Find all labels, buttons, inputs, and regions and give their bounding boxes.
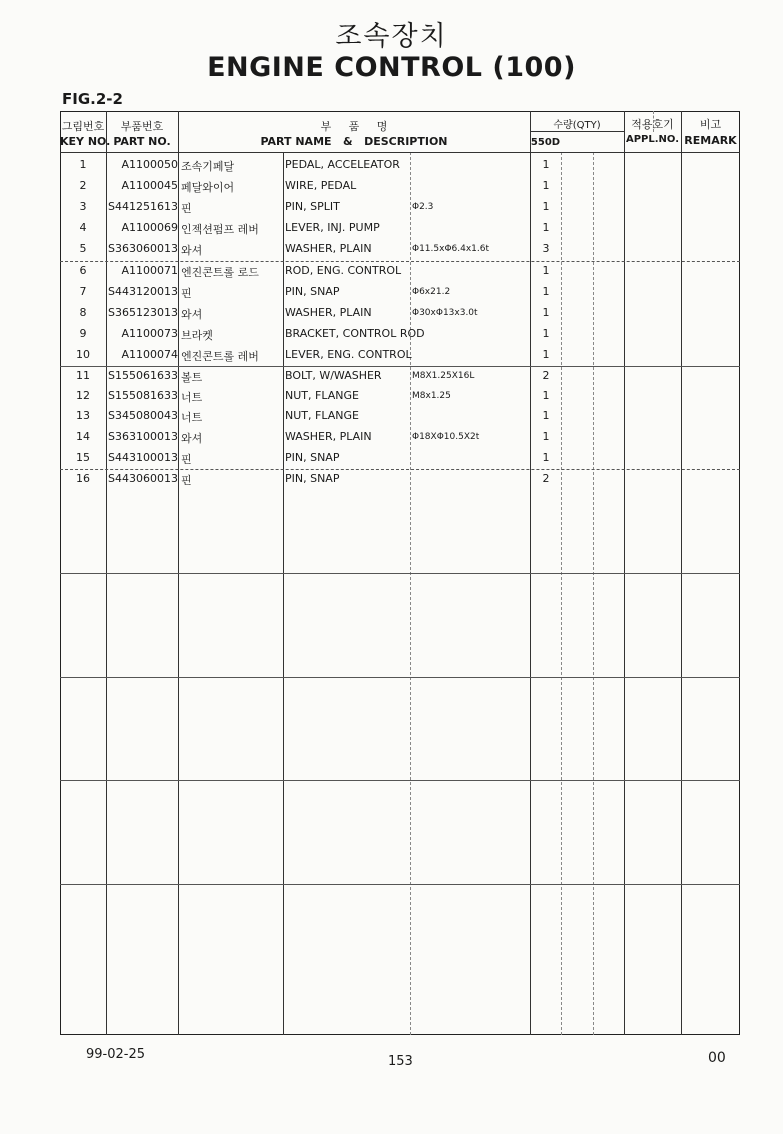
part-key: 13	[76, 409, 90, 422]
part-name-korean: 핀	[181, 287, 192, 300]
part-number: A1100050	[121, 158, 178, 171]
header-qty-model: 550D	[530, 137, 561, 148]
part-name: BRACKET, CONTROL ROD	[285, 327, 425, 340]
part-number: S345080043	[108, 409, 178, 422]
table-row	[60, 469, 740, 490]
part-number: S443060013	[108, 472, 178, 485]
part-name-korean: 페달와이어	[181, 181, 235, 194]
part-number: S443100013	[108, 451, 178, 464]
part-name: WASHER, PLAIN	[285, 242, 372, 255]
part-number: S441251613	[108, 200, 178, 213]
part-key: 3	[79, 200, 87, 213]
part-quantity: 1	[542, 348, 550, 361]
table-row	[60, 324, 740, 345]
part-name-korean: 너트	[181, 391, 203, 404]
table-row	[60, 303, 740, 324]
part-description: Φ6x21.2	[412, 287, 451, 297]
part-name: LEVER, INJ. PUMP	[285, 221, 380, 234]
part-name: WASHER, PLAIN	[285, 430, 372, 443]
part-key: 9	[79, 327, 87, 340]
figure-label: FIG.2-2	[62, 90, 123, 108]
part-name-korean: 엔진콘트롤 로드	[181, 266, 259, 279]
part-key: 7	[79, 285, 87, 298]
part-quantity: 1	[542, 430, 550, 443]
header-qty: 수량(QTY)	[553, 120, 601, 131]
table-row	[60, 386, 740, 407]
section-separator	[60, 573, 740, 574]
page-title: ENGINE CONTROL (100)	[207, 52, 576, 83]
part-key: 6	[79, 264, 87, 277]
part-name-korean: 와셔	[181, 432, 203, 445]
table-row	[60, 366, 740, 387]
header-remark-ko: 비고	[699, 118, 722, 131]
part-number: A1100045	[121, 179, 178, 192]
header-part: PART NO.	[113, 135, 171, 148]
part-quantity: 1	[542, 285, 550, 298]
part-name: WIRE, PEDAL	[285, 179, 357, 192]
table-row	[60, 261, 740, 282]
part-quantity: 1	[542, 200, 550, 213]
part-number: S363100013	[108, 430, 178, 443]
part-name: PIN, SPLIT	[285, 200, 340, 213]
revision-number: 00	[708, 1050, 726, 1066]
part-key: 15	[76, 451, 90, 464]
part-number: A1100074	[121, 348, 178, 361]
header-divider	[530, 131, 625, 132]
table-row	[60, 427, 740, 448]
part-key: 16	[76, 472, 90, 485]
table-row	[60, 282, 740, 303]
part-quantity: 1	[542, 409, 550, 422]
header-part-ko: 부품번호	[120, 120, 164, 133]
header-remark: REMARK	[684, 134, 737, 147]
part-name: PIN, SNAP	[285, 472, 340, 485]
part-key: 10	[76, 348, 90, 361]
part-number: A1100071	[121, 264, 178, 277]
part-number: A1100073	[121, 327, 178, 340]
part-key: 1	[79, 158, 87, 171]
part-quantity: 1	[542, 221, 550, 234]
section-separator	[60, 780, 740, 781]
part-description: Φ11.5xΦ6.4x1.6t	[412, 244, 490, 254]
part-key: 14	[76, 430, 90, 443]
part-name-korean: 와셔	[181, 308, 203, 321]
header-key: KEY NO.	[60, 135, 111, 148]
part-name-korean: 핀	[181, 453, 192, 466]
table-row	[60, 155, 740, 176]
part-name: PIN, SNAP	[285, 285, 340, 298]
table-row	[60, 239, 740, 260]
part-name: WASHER, PLAIN	[285, 306, 372, 319]
part-key: 2	[79, 179, 87, 192]
part-number: A1100069	[121, 221, 178, 234]
part-name-korean: 핀	[181, 202, 192, 215]
table-row	[60, 218, 740, 239]
part-quantity: 1	[542, 451, 550, 464]
part-quantity: 1	[542, 179, 550, 192]
part-name: BOLT, W/WASHER	[285, 369, 382, 382]
part-quantity: 1	[542, 327, 550, 340]
table-row	[60, 448, 740, 469]
part-quantity: 3	[542, 242, 550, 255]
part-quantity: 1	[542, 306, 550, 319]
part-key: 8	[79, 306, 87, 319]
part-quantity: 2	[542, 369, 550, 382]
part-description: Φ2.3	[412, 202, 434, 212]
part-name-korean: 조속기페달	[181, 160, 235, 173]
part-name: LEVER, ENG. CONTROL	[285, 348, 412, 361]
header-appl: APPL.NO.	[625, 134, 680, 145]
part-quantity: 1	[542, 158, 550, 171]
part-name: NUT, FLANGE	[285, 389, 359, 402]
table-row	[60, 176, 740, 197]
part-name-korean: 인젝션펌프 레버	[181, 223, 259, 236]
part-number: S365123013	[108, 306, 178, 319]
header-key-ko: 그림번호	[61, 120, 105, 133]
part-key: 5	[79, 242, 87, 255]
table-row	[60, 345, 740, 366]
part-key: 12	[76, 389, 90, 402]
part-name-korean: 엔진콘트롤 레버	[181, 350, 259, 363]
section-separator	[60, 677, 740, 678]
part-number: S443120013	[108, 285, 178, 298]
table-row	[60, 197, 740, 218]
part-name-korean: 너트	[181, 411, 203, 424]
part-name-korean: 와셔	[181, 244, 203, 257]
table-row	[60, 406, 740, 427]
part-key: 11	[76, 369, 90, 382]
part-name: PIN, SNAP	[285, 451, 340, 464]
part-description: Φ18XΦ10.5X2t	[412, 432, 480, 442]
header-name-ko: 부 품 명	[320, 120, 388, 133]
part-description: Φ30xΦ13x3.0t	[412, 308, 478, 318]
page-number: 153	[388, 1054, 413, 1069]
header-appl-ko: 적용호기	[631, 118, 674, 131]
part-name-korean: 브라켓	[181, 329, 213, 342]
part-name: NUT, FLANGE	[285, 409, 359, 422]
section-separator	[60, 884, 740, 885]
part-description: M8x1.25	[412, 391, 451, 401]
page-title-korean: 조속장치	[335, 21, 448, 52]
part-quantity: 1	[542, 264, 550, 277]
part-name-korean: 볼트	[181, 371, 203, 384]
part-key: 4	[79, 221, 87, 234]
footer-date: 99-02-25	[86, 1047, 146, 1062]
part-quantity: 2	[542, 472, 550, 485]
part-number: S363060013	[108, 242, 178, 255]
part-description: M8X1.25X16L	[412, 371, 475, 381]
part-number: S155061633	[108, 369, 178, 382]
part-quantity: 1	[542, 389, 550, 402]
part-name: PEDAL, ACCELEATOR	[285, 158, 400, 171]
header-name: PART NAME & DESCRIPTION	[260, 135, 448, 148]
part-number: S155081633	[108, 389, 178, 402]
part-name-korean: 핀	[181, 474, 192, 487]
header-divider	[60, 152, 740, 153]
part-name: ROD, ENG. CONTROL	[285, 264, 402, 277]
